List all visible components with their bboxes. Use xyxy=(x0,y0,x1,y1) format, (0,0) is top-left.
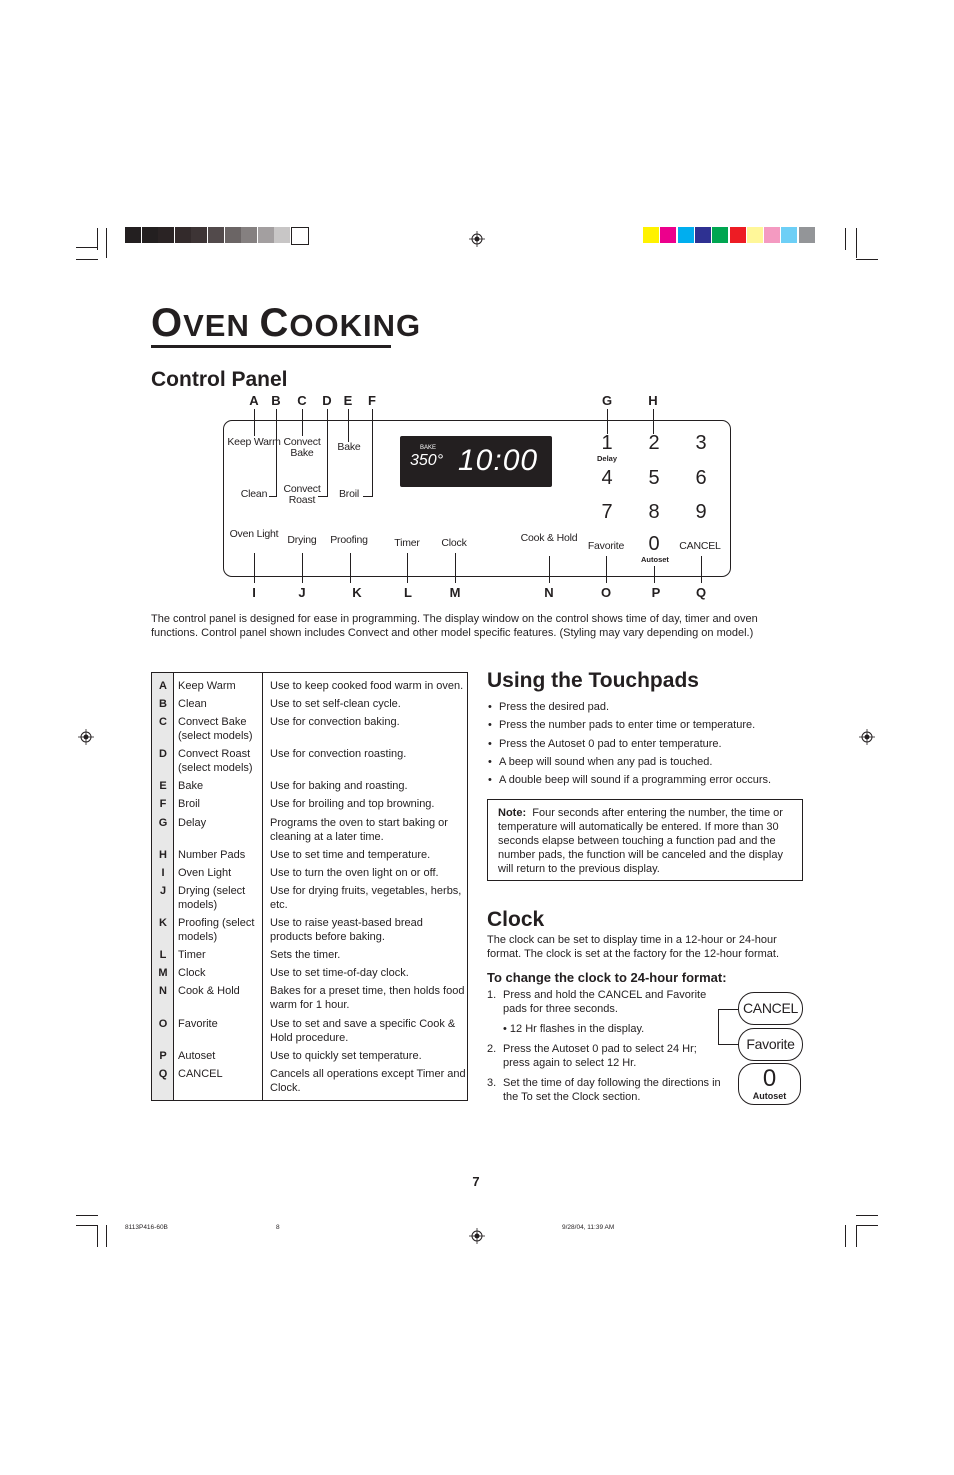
row-description: Use to set time-of-day clock. xyxy=(270,967,409,979)
footer-job-code: 8113P416-60B xyxy=(125,1224,168,1231)
label-p: P xyxy=(651,585,661,600)
label-b: B xyxy=(271,393,281,408)
row-key: F xyxy=(159,798,167,810)
row-name: Timer xyxy=(178,949,206,961)
gray-swatch xyxy=(225,227,241,243)
pad-oven-light[interactable]: Oven Light xyxy=(229,528,279,540)
label-i: I xyxy=(252,585,256,600)
oven-display xyxy=(400,436,552,487)
number-pad-6[interactable]: 6 xyxy=(695,467,707,489)
row-name: Convect Roast (select models) xyxy=(178,748,253,774)
pad-drying[interactable]: Drying xyxy=(287,534,317,546)
color-swatch xyxy=(695,227,711,243)
clock-step-1: 1. Press and hold the CANCEL and Favorite pads for three seconds. xyxy=(487,989,707,1015)
label-l: L xyxy=(404,585,412,600)
row-key: N xyxy=(159,985,167,997)
row-name: Bake xyxy=(178,780,204,792)
color-swatch xyxy=(730,227,746,243)
gray-swatch xyxy=(158,227,174,243)
label-q: Q xyxy=(695,585,707,600)
row-name: Clean xyxy=(178,698,207,710)
registration-mark-icon xyxy=(469,1228,485,1244)
clock-subheading: To change the clock to 24-hour format: xyxy=(487,970,727,985)
bracket-top xyxy=(718,1009,738,1010)
row-name: CANCEL xyxy=(178,1068,223,1080)
clock-step-3: 3. Set the time of day following the directions in the To set the Clock section. xyxy=(487,1077,721,1103)
favorite-button-illustration[interactable]: Favorite xyxy=(738,1028,803,1061)
label-g: G xyxy=(601,393,613,408)
row-name: Proofing (select models) xyxy=(178,917,255,943)
row-name: Favorite xyxy=(178,1018,218,1030)
row-description: Use for convection baking. xyxy=(270,716,400,728)
label-e: E xyxy=(343,393,353,408)
display-mode: BAKE xyxy=(420,445,437,451)
number-pad-8[interactable]: 8 xyxy=(648,501,660,523)
clock-heading: Clock xyxy=(487,908,545,931)
footer-timestamp: 9/28/04, 11:39 AM xyxy=(562,1224,615,1231)
row-description: Use to set and save a specific Cook & Hold procedure. xyxy=(270,1018,456,1044)
page-title: OVEN COOKING xyxy=(151,301,422,345)
number-pad-2[interactable]: 2 xyxy=(648,432,660,454)
row-description: Use to keep cooked food warm in oven. xyxy=(270,680,464,692)
pad-timer[interactable]: Timer xyxy=(394,537,420,549)
number-pad-7[interactable]: 7 xyxy=(601,501,613,523)
pad-bake[interactable]: Bake xyxy=(337,441,361,453)
row-key: G xyxy=(158,817,168,829)
row-key: P xyxy=(159,1050,167,1062)
label-f: F xyxy=(368,393,376,408)
touchpads-heading: Using the Touchpads xyxy=(487,669,699,692)
gray-swatch xyxy=(208,227,224,243)
row-name: Delay xyxy=(178,817,207,829)
pad-cancel[interactable]: CANCEL xyxy=(679,540,721,552)
pad-convect-roast[interactable]: Convect Roast xyxy=(283,483,321,506)
number-pad-5[interactable]: 5 xyxy=(648,467,660,489)
row-key: K xyxy=(159,917,167,929)
touchpad-bullets xyxy=(497,700,817,791)
label-a: A xyxy=(249,393,259,408)
label-d: D xyxy=(322,393,332,408)
cancel-button-illustration[interactable]: CANCEL xyxy=(738,992,803,1025)
row-description: Use for drying fruits, vegetables, herbs, etc. xyxy=(270,885,462,911)
row-key: I xyxy=(161,867,165,879)
row-key: B xyxy=(159,698,167,710)
color-swatch xyxy=(764,227,780,243)
pad-clean[interactable]: Clean xyxy=(240,488,268,500)
pad-favorite[interactable]: Favorite xyxy=(587,540,625,552)
label-j: J xyxy=(298,585,306,600)
control-panel-heading: Control Panel xyxy=(151,368,288,391)
gray-swatch xyxy=(274,227,290,243)
row-key: L xyxy=(159,949,167,961)
title-underline xyxy=(151,345,391,348)
display-temperature: 350° xyxy=(410,452,444,469)
pad-keep-warm[interactable]: Keep Warm xyxy=(227,436,281,448)
color-swatch xyxy=(712,227,728,243)
row-key: D xyxy=(159,748,167,760)
bracket-line xyxy=(718,1009,719,1045)
row-key: M xyxy=(158,967,168,979)
row-description: Use to set time and temperature. xyxy=(270,849,431,861)
color-swatch xyxy=(643,227,659,243)
registration-mark-icon xyxy=(469,231,485,247)
bullet-item: • Press the Autoset 0 pad to enter temperature. xyxy=(497,737,817,755)
row-description: Use to turn the oven light on or off. xyxy=(270,867,439,879)
label-m: M xyxy=(449,585,461,600)
color-swatch xyxy=(799,227,815,243)
gray-swatch xyxy=(241,227,257,243)
clock-step-2: 2. Press the Autoset 0 pad to select 24 Hr; press again to select 12 Hr. xyxy=(487,1043,697,1069)
row-description: Use to raise yeast-based bread products before baking. xyxy=(270,917,423,943)
registration-mark-icon xyxy=(859,729,875,745)
row-key: E xyxy=(159,780,167,792)
pad-zero-autoset[interactable]: 0 Autoset xyxy=(641,533,669,564)
gray-swatch xyxy=(175,227,191,243)
color-swatch xyxy=(660,227,676,243)
gray-swatch xyxy=(191,227,207,243)
gray-swatch xyxy=(291,227,309,245)
bullet-item: • Press the number pads to enter time or temperature. xyxy=(497,718,817,736)
note-box xyxy=(487,799,803,881)
row-name: Cook & Hold xyxy=(178,985,240,997)
row-key: A xyxy=(159,680,167,692)
gray-swatch xyxy=(258,227,274,243)
row-key: O xyxy=(158,1018,168,1030)
footer-sheet-number: 8 xyxy=(276,1224,280,1231)
row-name: Clock xyxy=(178,967,206,979)
row-description: Cancels all operations except Timer and Clock. xyxy=(270,1068,466,1094)
row-name: Oven Light xyxy=(178,867,232,879)
row-description: Use for broiling and top browning. xyxy=(270,798,435,810)
row-description: Use for baking and roasting. xyxy=(270,780,408,792)
label-n: N xyxy=(544,585,554,600)
registration-mark-icon xyxy=(78,729,94,745)
note-label: Note: xyxy=(498,807,527,819)
color-swatch xyxy=(781,227,797,243)
page-number: 7 xyxy=(472,1174,480,1189)
label-c: C xyxy=(297,393,307,408)
row-key: Q xyxy=(158,1068,168,1080)
autoset-button-illustration[interactable]: 0 Autoset xyxy=(738,1063,801,1105)
row-description: Programs the oven to start baking or cleaning at a later time. xyxy=(270,817,448,843)
row-name: Convect Bake (select models) xyxy=(178,716,253,742)
gray-swatch xyxy=(142,227,158,243)
bullet-item: • A double beep will sound if a programming error occurs. xyxy=(497,773,817,791)
label-h: H xyxy=(648,393,658,408)
number-pad-1[interactable]: 1 Delay xyxy=(596,432,617,463)
row-key: H xyxy=(159,849,167,861)
bullet-item: • Press the desired pad. xyxy=(497,700,817,718)
row-name: Broil xyxy=(178,798,201,810)
row-description: Use for convection roasting. xyxy=(270,748,407,760)
control-panel-description: The control panel is designed for ease in programming. The display window on the control shows time of day, timer and oven functions. Control panel shown includes Convect and other model specific features. (Styling may vary depending on model.) xyxy=(151,613,758,639)
row-name: Autoset xyxy=(178,1050,216,1062)
row-description: Bakes for a preset time, then holds food warm for 1 hour. xyxy=(270,985,465,1011)
number-pad-9[interactable]: 9 xyxy=(695,501,707,523)
row-key: C xyxy=(159,716,167,728)
number-pad-4[interactable]: 4 xyxy=(601,467,613,489)
display-time: 10:00 xyxy=(458,444,539,477)
pad-clock[interactable]: Clock xyxy=(441,537,467,549)
row-description: Use to set self-clean cycle. xyxy=(270,698,401,710)
bullet-item: • A beep will sound when any pad is touched. xyxy=(497,755,817,773)
row-name: Drying (select models) xyxy=(178,885,246,911)
pad-cook-hold[interactable]: Cook & Hold xyxy=(520,532,578,544)
label-o: O xyxy=(600,585,612,600)
number-pad-3[interactable]: 3 xyxy=(695,432,707,454)
row-name: Keep Warm xyxy=(178,680,236,692)
clock-step-1-sub: • 12 Hr flashes in the display. xyxy=(503,1023,645,1035)
bracket-bottom xyxy=(718,1044,738,1045)
row-description: Use to quickly set temperature. xyxy=(270,1050,422,1062)
pad-broil[interactable]: Broil xyxy=(338,488,359,500)
color-swatch xyxy=(747,227,763,243)
row-description: Sets the timer. xyxy=(270,949,341,961)
row-name: Number Pads xyxy=(178,849,246,861)
row-key: J xyxy=(159,885,167,897)
pad-convect-bake[interactable]: Convect Bake xyxy=(283,436,321,459)
gray-swatch xyxy=(125,227,141,243)
label-k: K xyxy=(352,585,362,600)
feature-table xyxy=(151,672,468,1101)
pad-proofing[interactable]: Proofing xyxy=(330,534,368,546)
note-text: Four seconds after entering the number, the time or temperature will automatically be entered. If more than 30 seconds elapse between touching a function pad and the number pads, the function will be canceled and the display will return to the previous display. xyxy=(498,807,783,875)
clock-intro: The clock can be set to display time in a 12-hour or 24-hour format. The clock is set at the factory for the 12-hour format. xyxy=(487,934,780,960)
color-swatch xyxy=(678,227,694,243)
